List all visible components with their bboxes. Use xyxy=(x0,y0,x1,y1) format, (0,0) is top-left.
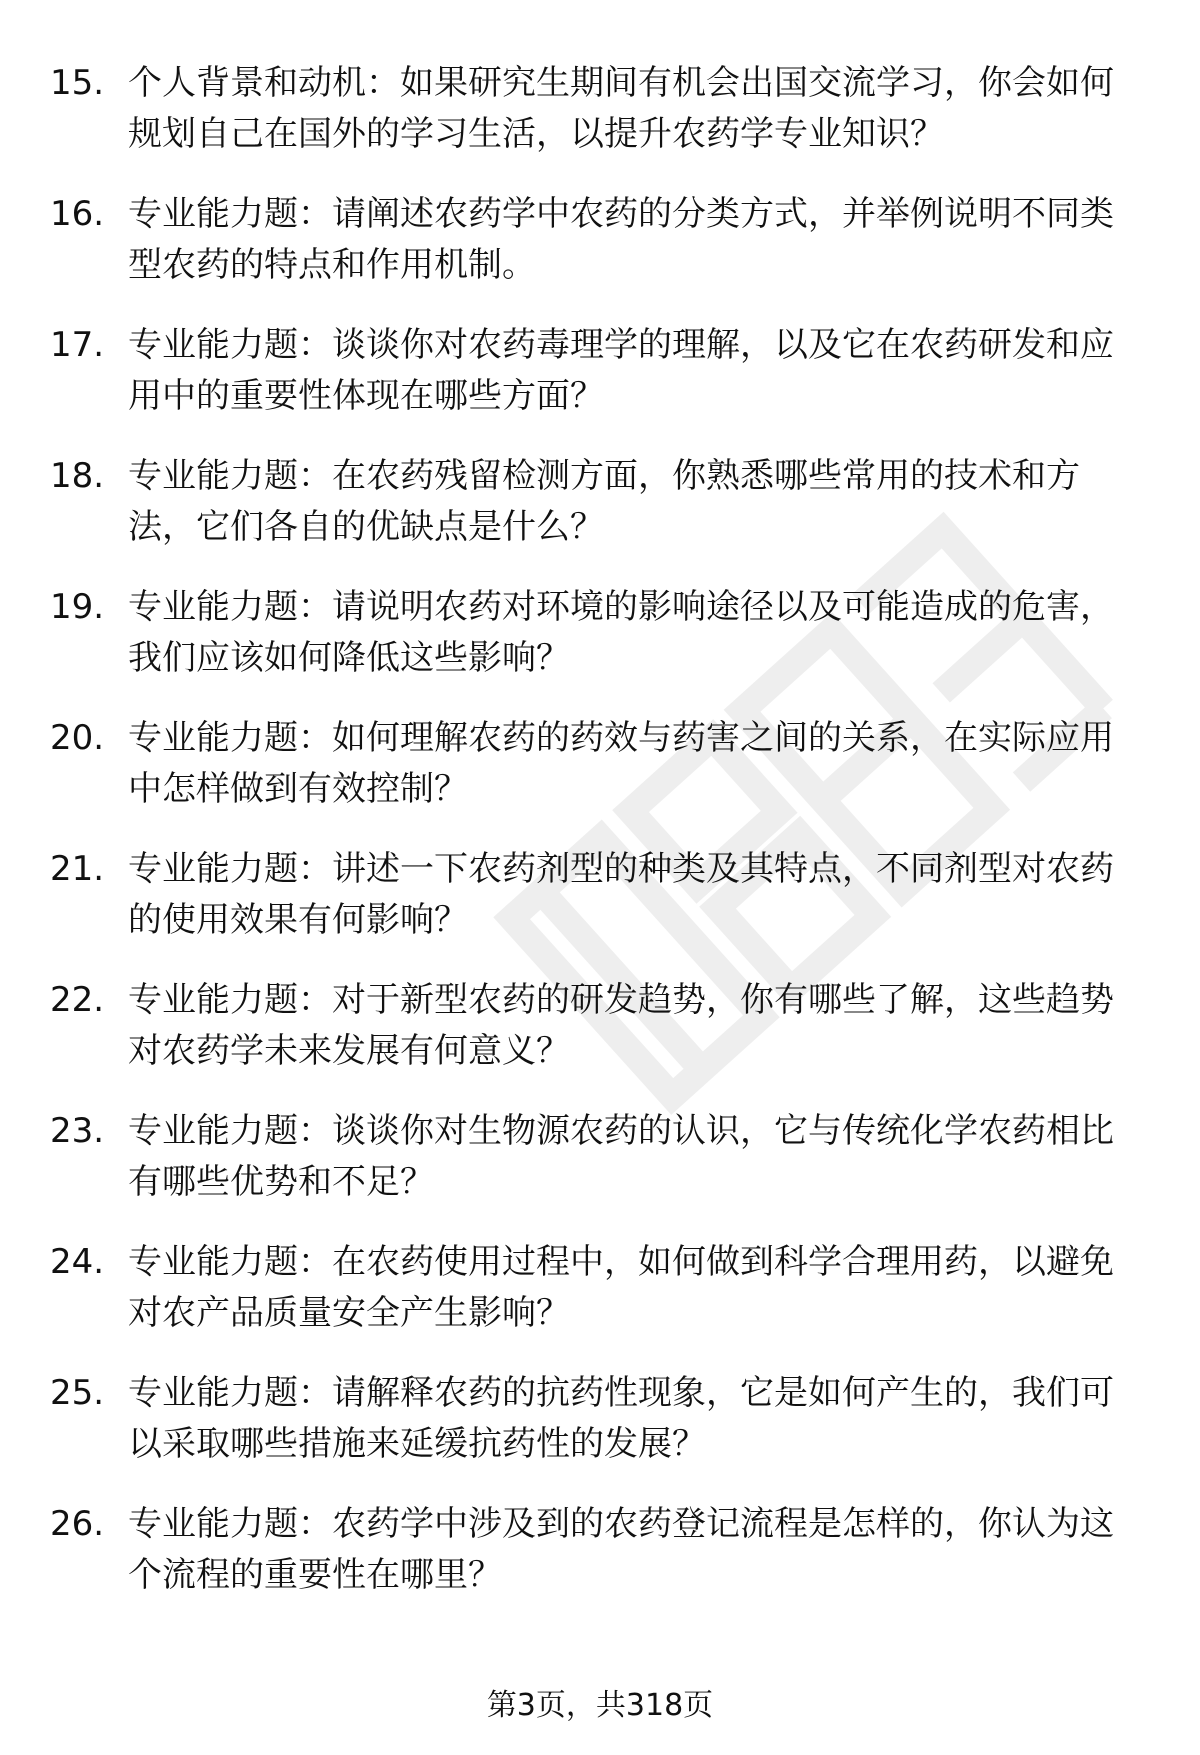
question-number: 26. xyxy=(50,1504,105,1544)
question-number: 25. xyxy=(50,1373,105,1413)
question-number: 17. xyxy=(50,325,105,365)
question-item xyxy=(50,582,1140,713)
question-number: 19. xyxy=(50,587,105,627)
question-text: 专业能力题：对于新型农药的研发趋势，你有哪些了解，这些趋势对农药学未来发展有何意义？ xyxy=(128,980,1114,1071)
question-number: 16. xyxy=(50,194,105,234)
question-number: 20. xyxy=(50,718,105,758)
question-item xyxy=(50,320,1140,451)
page-number-footer: 第3页，共318页 xyxy=(486,1688,714,1723)
question-text: 专业能力题：在农药残留检测方面，你熟悉哪些常用的技术和方法，它们各自的优缺点是什么？ xyxy=(128,456,1080,547)
question-item xyxy=(50,1106,1140,1237)
question-item xyxy=(50,1237,1140,1368)
question-item xyxy=(50,1499,1140,1630)
question-item xyxy=(50,58,1140,189)
question-text: 专业能力题：请阐述农药学中农药的分类方式，并举例说明不同类型农药的特点和作用机制。 xyxy=(128,194,1114,285)
question-text: 个人背景和动机：如果研究生期间有机会出国交流学习，你会如何规划自己在国外的学习生活，以提升农药学专业知识？ xyxy=(128,63,1114,154)
question-text: 专业能力题：请说明农药对环境的影响途径以及可能造成的危害，我们应该如何降低这些影响？ xyxy=(128,587,1114,678)
question-item xyxy=(50,189,1140,320)
question-text: 专业能力题：如何理解农药的药效与药害之间的关系，在实际应用中怎样做到有效控制？ xyxy=(128,718,1114,809)
question-item xyxy=(50,975,1140,1106)
question-text: 专业能力题：请解释农药的抗药性现象，它是如何产生的，我们可以采取哪些措施来延缓抗药性的发展？ xyxy=(128,1373,1114,1464)
question-number: 21. xyxy=(50,849,105,889)
question-item xyxy=(50,1368,1140,1499)
question-item xyxy=(50,713,1140,844)
question-number: 23. xyxy=(50,1111,105,1151)
question-text: 专业能力题：谈谈你对农药毒理学的理解，以及它在农药研发和应用中的重要性体现在哪些方面？ xyxy=(128,325,1114,416)
question-item xyxy=(50,844,1140,975)
question-number: 15. xyxy=(50,63,105,103)
question-text: 专业能力题：农药学中涉及到的农药登记流程是怎样的，你认为这个流程的重要性在哪里？ xyxy=(128,1504,1114,1595)
question-text: 专业能力题：在农药使用过程中，如何做到科学合理用药，以避免对农产品质量安全产生影响？ xyxy=(128,1242,1114,1333)
question-number: 18. xyxy=(50,456,105,496)
question-item xyxy=(50,451,1140,582)
question-number: 24. xyxy=(50,1242,105,1282)
question-number: 22. xyxy=(50,980,105,1020)
question-text: 专业能力题：讲述一下农药剂型的种类及其特点，不同剂型对农药的使用效果有何影响？ xyxy=(128,849,1114,940)
question-list xyxy=(50,58,1140,1630)
question-text: 专业能力题：谈谈你对生物源农药的认识，它与传统化学农药相比有哪些优势和不足？ xyxy=(128,1111,1114,1202)
